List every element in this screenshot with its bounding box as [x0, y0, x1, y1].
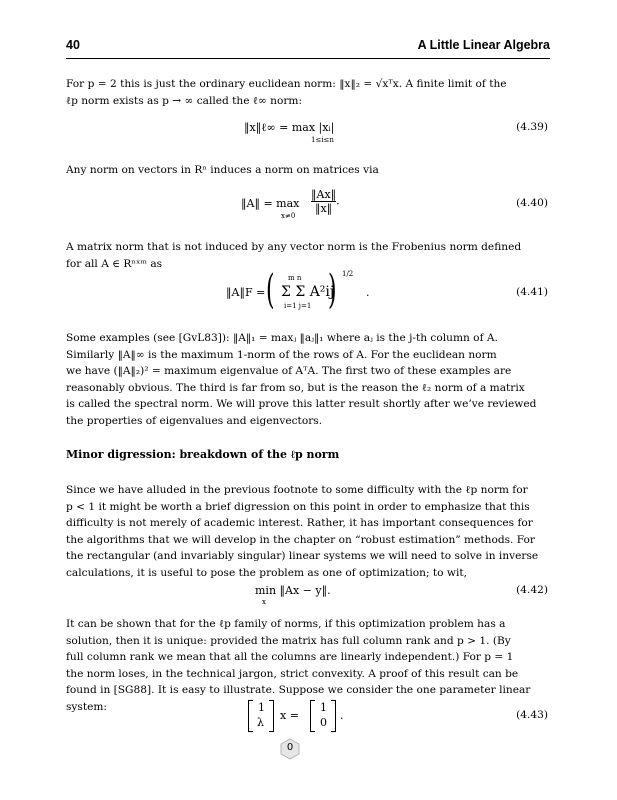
text-line: the algorithms that we will develop in the chapter on “robust estimation” methods. For [66, 533, 535, 546]
text-line: Some examples (see [GvL83]): ‖A‖₁ = maxⱼ ‖aⱼ‖₁ where aⱼ is the j-th column of A. [66, 332, 498, 344]
page-badge-label: 0 [286, 742, 294, 753]
fraction-denominator: ‖x‖ [314, 202, 333, 215]
equation-limit: x≠0 [281, 212, 296, 220]
equation-lhs: min ‖Ax − y‖. [255, 584, 331, 597]
text-line: the properties of eigenvalues and eigenvectors. [66, 414, 323, 427]
equation-lhs: ‖A‖ = max [241, 197, 300, 210]
vector-entry: 1 [258, 701, 265, 714]
power: 1/2 [342, 270, 354, 278]
text-line: Any norm on vectors in Rⁿ induces a norm on matrices via [66, 164, 379, 176]
equation-limit: x [262, 598, 266, 606]
equation-lhs: ‖x‖ℓ∞ = max |xᵢ| [244, 121, 335, 134]
text-line: for all A ∈ Rⁿˣᵐ as [66, 257, 163, 270]
equation-number: (4.43) [516, 709, 548, 721]
vector-entry: 1 [320, 701, 327, 714]
text-line: For p = 2 this is just the ordinary euclidean norm: ‖x‖₂ = √xᵀx. A finite limit of the [66, 78, 507, 90]
equation-number: (4.40) [516, 197, 548, 209]
equation-tail: . [340, 709, 344, 722]
right-vector [310, 700, 336, 732]
text-line: we have (‖A‖₂)² = maximum eigenvalue of AᵀA. The first two of these examples are [66, 365, 512, 378]
running-header [66, 38, 550, 52]
equation-limit: 1≤i≤n [311, 136, 334, 144]
equation-tail: . [336, 194, 340, 208]
page-badge [279, 738, 301, 760]
text-line: the norm loses, in the technical jargon, strict convexity. A proof of this result can be [66, 667, 519, 680]
text-line: found in [SG88]. It is easy to illustrate. Suppose we consider the one parameter linear [66, 684, 531, 697]
fraction-numerator: ‖Ax‖ [311, 188, 337, 201]
vector-entry: 0 [320, 716, 327, 729]
text-line: is called the spectral norm. We will prove this latter result shortly after we’ve reviewed [66, 398, 537, 411]
equation-4-43 [66, 700, 550, 736]
text-line: full column rank we mean that all the columns are linearly independent.) For p = 1 [66, 651, 514, 664]
left-paren: ( [266, 267, 275, 313]
text-line: Since we have alluded in the previous footnote to some difficulty with the ℓp norm for [66, 484, 528, 496]
sum-upper-limits: m n [288, 274, 302, 282]
equation-fraction [311, 188, 340, 215]
paragraph-4 [66, 330, 550, 430]
text-line: ℓp norm exists as p → ∞ called the ℓ∞ norm: [66, 94, 303, 107]
text-line: reasonably obvious. The third is far from so, but is the reason the ℓ₂ norm of a matrix [66, 381, 525, 394]
equation-4-39 [66, 118, 550, 148]
equation-4-40 [66, 188, 550, 222]
equation-number: (4.41) [516, 286, 548, 298]
equation-lhs: ‖A‖F = [226, 286, 266, 299]
equation-number: (4.42) [516, 584, 548, 596]
sum-expression: Σ Σ A²ij [281, 284, 335, 300]
equation-4-42 [66, 584, 550, 610]
section-heading: Minor digression: breakdown of the ℓp norm [66, 448, 340, 461]
paragraph-5 [66, 482, 550, 582]
vector-entry: λ [257, 716, 264, 729]
equation-4-41 [66, 268, 550, 318]
text-line: p < 1 it might be worth a brief digression on this point in order to emphasize that this [66, 500, 530, 513]
left-vector [248, 700, 274, 732]
page-number: 40 [66, 38, 80, 52]
sum-lower-limits: i=1 j=1 [284, 302, 312, 310]
equation-body [244, 121, 334, 134]
equation-tail: . [366, 286, 370, 299]
text-line: system: [66, 700, 107, 713]
text-line: difficulty is not merely of academic interest. Rather, it has important consequences for [66, 517, 533, 530]
text-line: A matrix norm that is not induced by any vector norm is the Frobenius norm defined [66, 241, 522, 253]
paragraph-1 [66, 76, 550, 109]
running-title: A Little Linear Algebra [417, 38, 550, 52]
text-line: Similarly ‖A‖∞ is the maximum 1-norm of the rows of A. For the euclidean norm [66, 348, 497, 361]
right-paren: ) [328, 267, 337, 313]
equation-mid: x = [280, 709, 299, 722]
text-line: It can be shown that for the ℓp family of norms, if this optimization problem has a [66, 618, 506, 630]
equation-number: (4.39) [516, 121, 548, 133]
text-line: calculations, it is useful to pose the problem as one of optimization; to wit, [66, 566, 468, 579]
text-line: the rectangular (and invariably singular) linear systems we will need to solve in inverse [66, 550, 539, 563]
paragraph-2 [66, 162, 550, 179]
header-rule [66, 58, 550, 59]
text-line: solution, then it is unique: provided the matrix has full column rank and p > 1. (By [66, 634, 511, 647]
